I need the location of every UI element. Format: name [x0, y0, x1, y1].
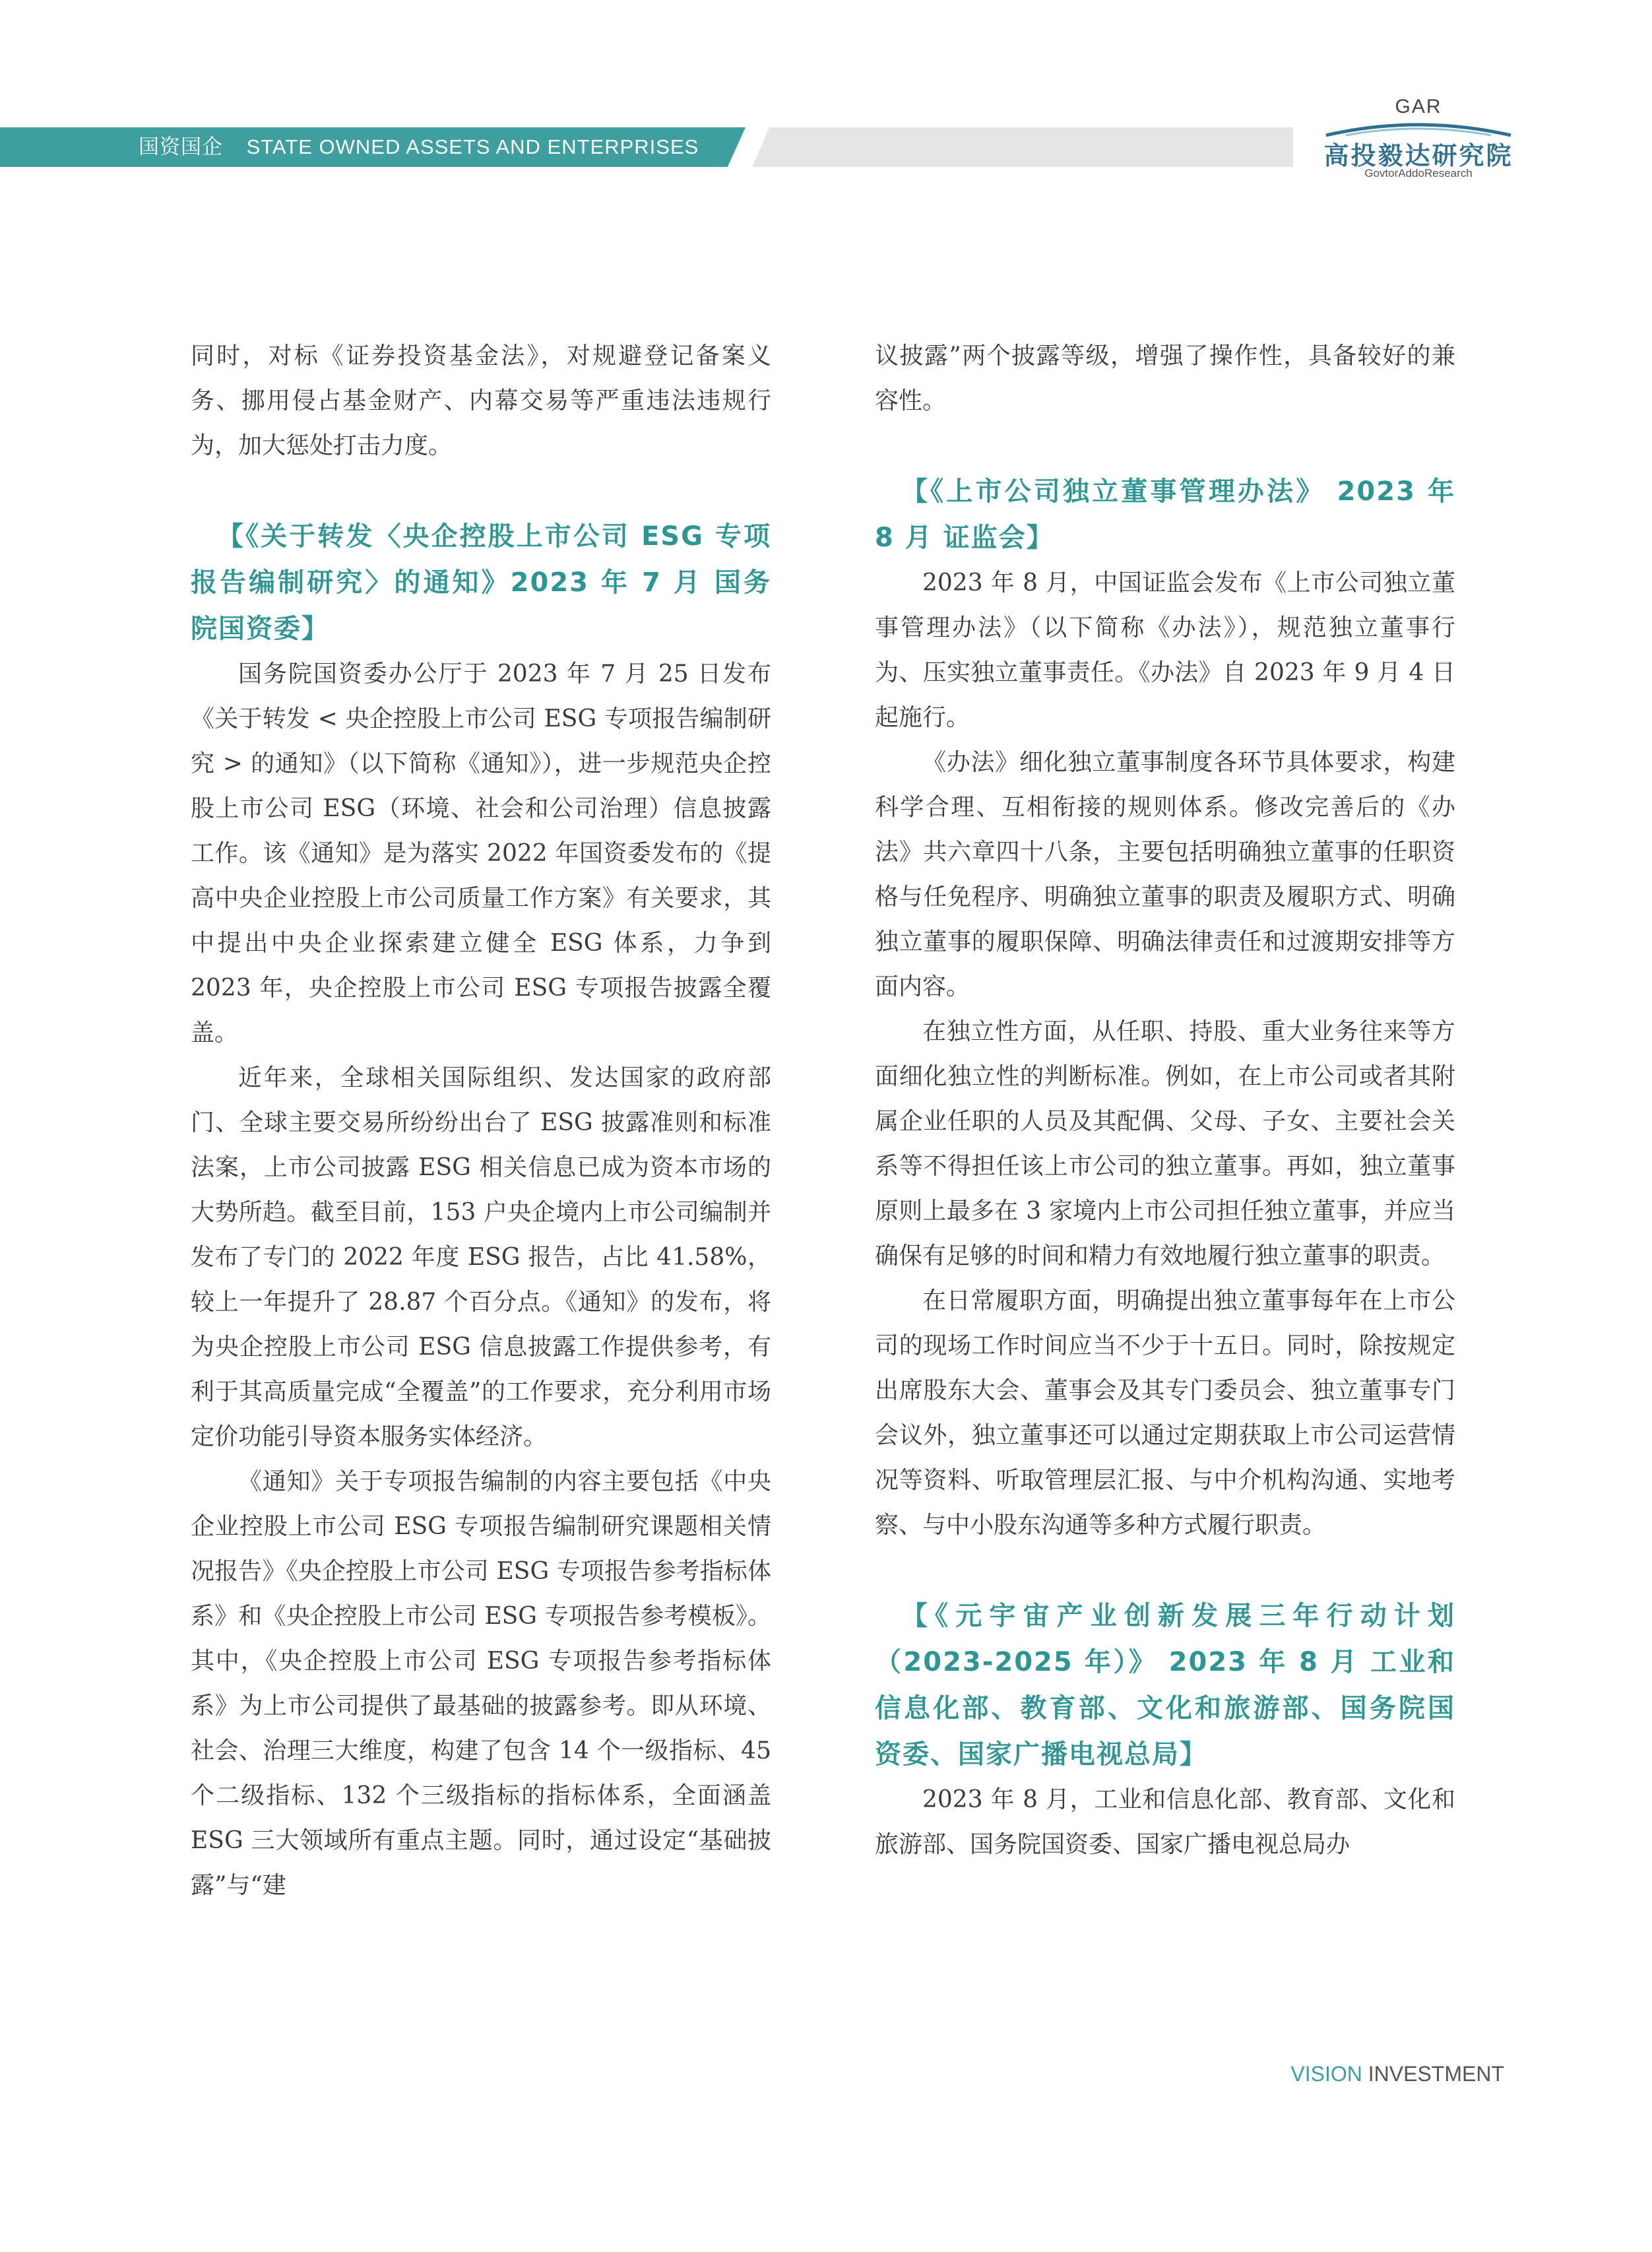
logo-name-en: GovtorAddoResearch	[1364, 167, 1473, 179]
paragraph: 在独立性方面，从任职、持股、重大业务往来等方面细化独立性的判断标准。例如，在上市公司或者其附属企业任职的人员及其配偶、父母、子女、主要社会关系等不得担任该上市公司的独立董事。再如，独立董事原则上最多在 3 家境内上市公司担任独立董事，并应当确保有足够的时间和精力有效地履行独立董事的职责。	[875, 1018, 1455, 1270]
paragraph: 近年来，全球相关国际组织、发达国家的政府部门、全球主要交易所纷纷出台了 ESG 披露准则和标准法案，上市公司披露 ESG 相关信息已成为资本市场的大势所趋。截至目前，153 户央企境内上市公司编制并发布了专门的 2022 年度 ESG 报告，占比 41.58%，较上一年提升了 28.87 个百分点。《通知》的发布，将为央企控股上市公司 ESG 信息披露工作提供参考，有利于其高质量完成“全覆盖”的工作要求，充分利用市场定价功能引导资本服务实体经济。	[191, 1064, 771, 1450]
right-column	[875, 334, 1455, 1867]
paragraph: 2023 年 8 月，工业和信息化部、教育部、文化和旅游部、国务院国资委、国家广播电视总局办	[875, 1786, 1455, 1858]
gar-logo	[1306, 96, 1531, 185]
section-title-en: STATE OWNED ASSETS AND ENTERPRISES	[246, 135, 699, 158]
paragraph: 国务院国资委办公厅于 2023 年 7 月 25 日发布《关于转发 < 央企控股上市公司 ESG 专项报告编制研究 > 的通知》（以下简称《通知》），进一步规范央企控股上市公司 ESG（环境、社会和公司治理）信息披露工作。该《通知》是为落实 2022 年国资委发布的《提高中央企业控股上市公司质量工作方案》有关要求，其中提出中央企业探索建立健全 ESG 体系，力争到 2023 年，央企控股上市公司 ESG 专项报告披露全覆盖。	[191, 660, 771, 1046]
paragraph: 2023 年 8 月，中国证监会发布《上市公司独立董事管理办法》（以下简称《办法》），规范独立董事行为、压实独立董事责任。《办法》自 2023 年 9 月 4 日起施行。	[875, 569, 1455, 731]
section-title-cn: 国资国企	[139, 135, 223, 158]
continuation-paragraph: 议披露”两个披露等级，增强了操作性，具备较好的兼容性。	[875, 342, 1455, 414]
heading-metaverse-plan: 【《元宇宙产业创新发展三年行动计划（2023-2025 年）》 2023 年 8 月 工业和信息化部、教育部、文化和旅游部、国务院国资委、国家广播电视总局】	[875, 1601, 1455, 1770]
logo-gar-text: GAR	[1395, 96, 1442, 117]
heading-esg-notice: 【《关于转发〈央企控股上市公司 ESG 专项报告编制研究〉的通知》2023 年 7 月 国务院国资委】	[191, 521, 771, 644]
intro-paragraph: 同时，对标《证券投资基金法》，对规避登记备案义务、挪用侵占基金财产、内幕交易等严重违法违规行为，加大惩处打击力度。	[191, 342, 771, 459]
heading-independent-director: 【《上市公司独立董事管理办法》 2023 年 8 月 证监会】	[875, 476, 1455, 553]
paragraph: 《办法》细化独立董事制度各环节具体要求，构建科学合理、互相衔接的规则体系。修改完善后的《办法》共六章四十八条，主要包括明确独立董事的任职资格与任免程序、明确独立董事的职责及履职方式、明确独立董事的履职保障、明确法律责任和过渡期安排等方面内容。	[875, 749, 1455, 1000]
header-gray-band	[752, 127, 1293, 167]
paragraph: 《通知》关于专项报告编制的内容主要包括《中央企业控股上市公司 ESG 专项报告编制研究课题相关情况报告》《央企控股上市公司 ESG 专项报告参考指标体系》和《央企控股上市公司 ESG 专项报告参考模板》。其中，《央企控股上市公司 ESG 专项报告参考指标体系》为上市公司提供了最基础的披露参考。即从环境、社会、治理三大维度，构建了包含 14 个一级指标、45 个二级指标、132 个三级指标的指标体系，全面涵盖 ESG 三大领域所有重点主题。同时，通过设定“基础披露”与“建	[191, 1468, 771, 1899]
paragraph: 在日常履职方面，明确提出独立董事每年在上市公司的现场工作时间应当不少于十五日。同时，除按规定出席股东大会、董事会及其专门委员会、独立董事专门会议外，独立董事还可以通过定期获取上市公司运营情况等资料、听取管理层汇报、与中介机构沟通、实地考察、与中小股东沟通等多种方式履行职责。	[875, 1287, 1455, 1539]
footer-label	[1290, 2062, 1504, 2086]
footer-investment: INVESTMENT	[1368, 2062, 1504, 2086]
logo-name-cn: 高投毅达研究院	[1323, 143, 1513, 170]
left-column	[191, 334, 771, 1908]
section-header	[139, 127, 699, 167]
footer-vision: VISION	[1290, 2062, 1362, 2086]
